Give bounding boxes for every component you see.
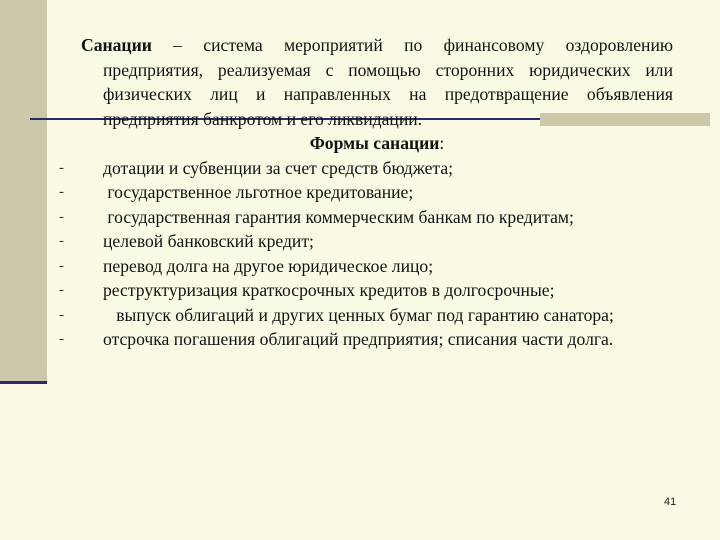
definition-paragraph <box>81 33 673 131</box>
forms-heading-colon: : <box>439 133 445 153</box>
list-item <box>59 229 673 254</box>
list-item-text: целевой банковский кредит; <box>103 231 314 251</box>
list-marker: - <box>59 306 64 323</box>
forms-heading-text: Формы санации <box>309 133 440 153</box>
forms-heading <box>81 131 673 156</box>
slide-body <box>59 33 673 352</box>
left-decor-band <box>0 0 47 383</box>
list-item-text: перевод долга на другое юридическое лицо; <box>103 255 434 276</box>
list-item-text: дотации и субвенции за счет средств бюджета; <box>103 157 454 178</box>
list-item <box>59 278 673 303</box>
left-decor-rule <box>0 381 47 384</box>
list-item <box>59 303 673 328</box>
list-item <box>59 180 673 205</box>
list-item-text: отсрочка погашения облигаций предприятия; списания части долга. <box>103 329 614 349</box>
list-marker: - <box>59 208 64 225</box>
list-marker: - <box>59 331 64 347</box>
list-item-text: государственное льготное кредитование; <box>107 182 414 202</box>
forms-list <box>59 156 673 352</box>
list-item <box>59 327 673 352</box>
definition-text: – система мероприятий по финансовому оздоровлению предприятия, реализуемая с помощью сторонних юридических или физических лиц и направленных на предотвращение объявления предприятия банкротом и его ликвидации. <box>103 35 673 129</box>
list-item-text: государственная гарантия коммерческим банкам по кредитам; <box>107 206 574 227</box>
list-item-text: реструктуризация краткосрочных кредитов в долгосрочные; <box>103 280 555 300</box>
list-marker: - <box>59 257 64 274</box>
slide-number: 41 <box>664 496 677 508</box>
list-item-text: выпуск облигаций и других ценных бумаг под гарантию санатора; <box>116 304 614 325</box>
list-marker: - <box>59 233 64 249</box>
list-item <box>59 205 673 230</box>
list-marker: - <box>59 184 64 200</box>
defined-term: Санации <box>81 35 152 55</box>
list-item <box>59 254 673 279</box>
list-item <box>59 156 673 181</box>
list-marker: - <box>59 282 64 298</box>
list-marker: - <box>59 159 64 176</box>
